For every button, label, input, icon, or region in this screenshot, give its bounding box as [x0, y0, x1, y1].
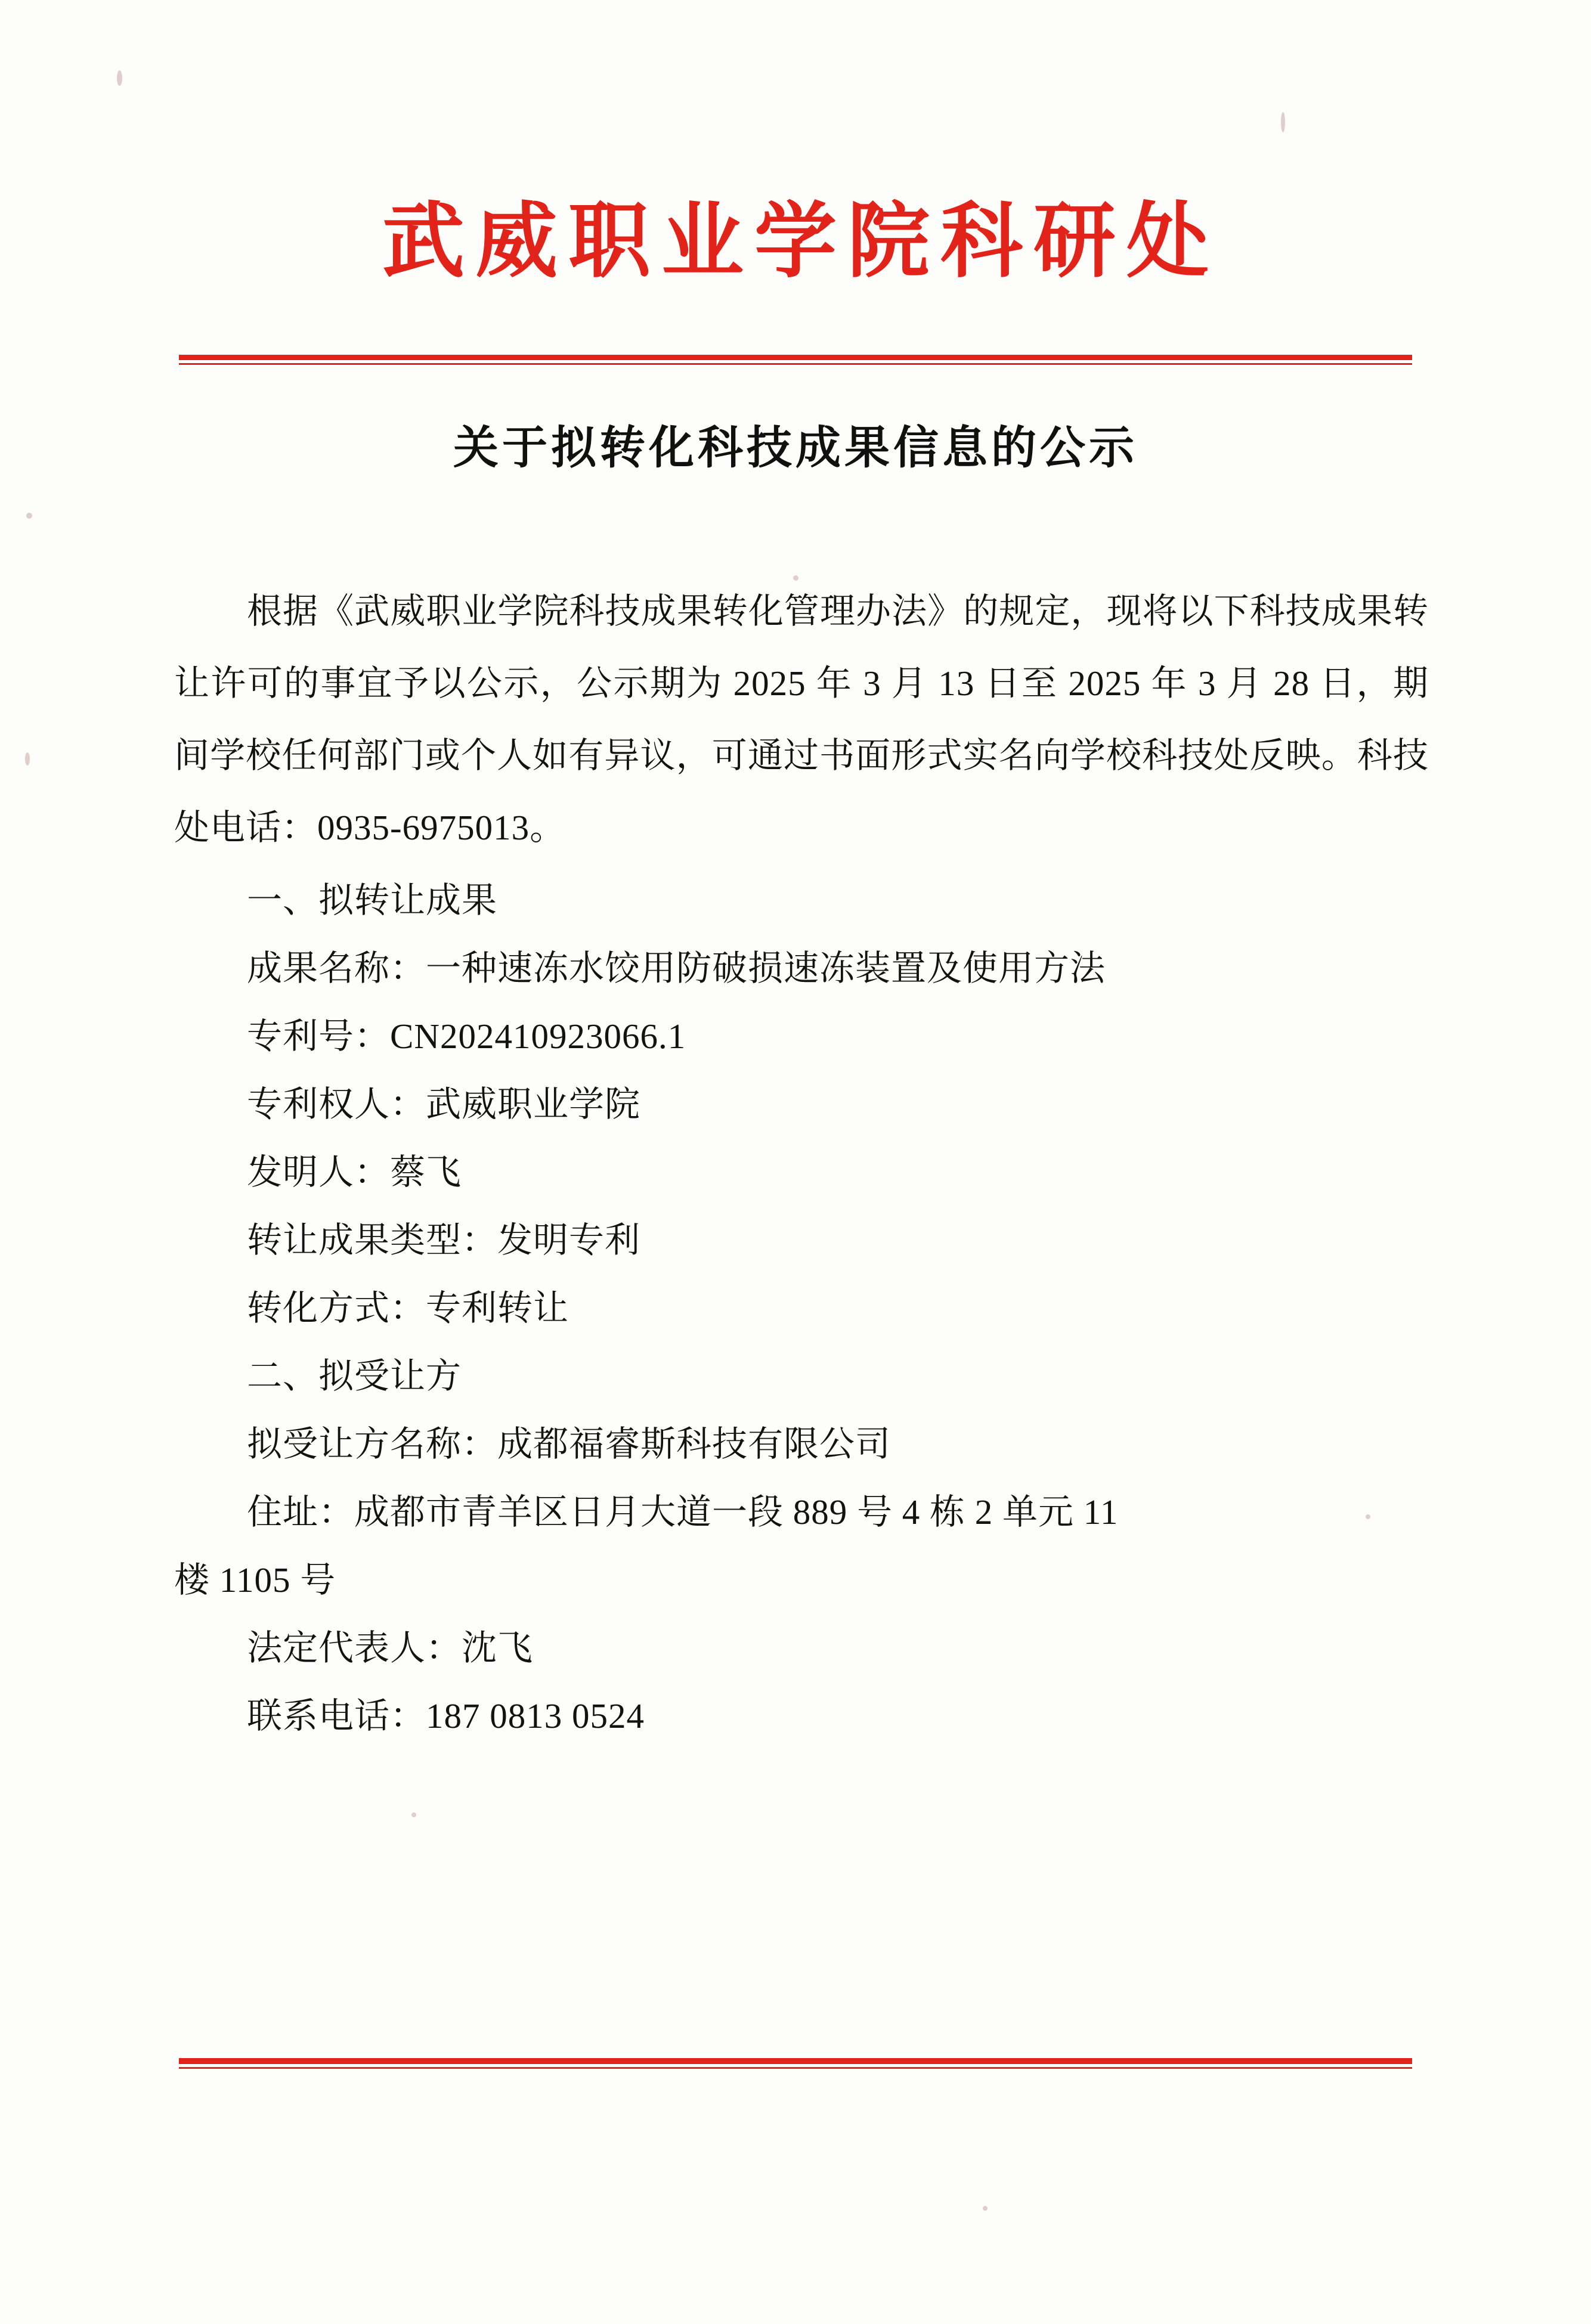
transferee-address-line-1: 住址：成都市青羊区日月大道一段 889 号 4 栋 2 单元 11	[247, 1492, 1119, 1532]
patent-holder: 专利权人：武威职业学院	[247, 1084, 641, 1124]
letterhead-divider	[179, 355, 1412, 365]
scan-speckle	[117, 70, 122, 86]
section-1-heading: 一、拟转让成果	[247, 881, 498, 920]
transferee-address-line-2: 楼 1105 号	[174, 1560, 336, 1600]
inventor: 发明人：蔡飞	[247, 1152, 462, 1192]
scan-speckle	[1281, 112, 1285, 132]
footer-divider	[179, 2058, 1412, 2069]
scan-speckle	[983, 2206, 988, 2211]
letterhead-title: 武威职业学院科研处	[382, 196, 1219, 287]
document-body	[174, 575, 1429, 1750]
scan-speckle	[411, 1812, 416, 1817]
patent-number: 专利号：CN202410923066.1	[247, 1017, 686, 1056]
footer-divider-thin	[179, 2067, 1412, 2069]
achievement-name: 成果名称：一种速冻水饺用防破损速冻装置及使用方法	[247, 949, 1106, 988]
legal-representative: 法定代表人：沈飞	[247, 1628, 534, 1668]
letterhead-divider-thin	[179, 363, 1412, 365]
letterhead	[0, 197, 1591, 287]
transferee-name: 拟受让方名称：成都福睿斯科技有限公司	[247, 1424, 892, 1464]
intro-paragraph: 根据《武威职业学院科技成果转化管理办法》的规定，现将以下科技成果转让许可的事宜予以公示，公示期为 2025 年 3 月 13 日至 2025 年 3 月 28 日，期间学校任何部门或个人如有异议，可通过书面形式实名向学校科技处反映。科技处电话：0935-6975013。	[174, 591, 1429, 847]
transfer-method: 转化方式：专利转让	[247, 1288, 569, 1328]
scan-speckle	[25, 752, 30, 766]
letterhead-divider-thick	[179, 355, 1412, 360]
contact-phone: 联系电话：187 0813 0524	[247, 1696, 645, 1736]
scan-speckle	[26, 513, 32, 519]
footer-divider-thick	[179, 2058, 1412, 2064]
page-title: 关于拟转化科技成果信息的公示	[453, 423, 1138, 473]
achievement-type: 转让成果类型：发明专利	[247, 1220, 641, 1260]
section-2-heading: 二、拟受让方	[247, 1356, 462, 1396]
